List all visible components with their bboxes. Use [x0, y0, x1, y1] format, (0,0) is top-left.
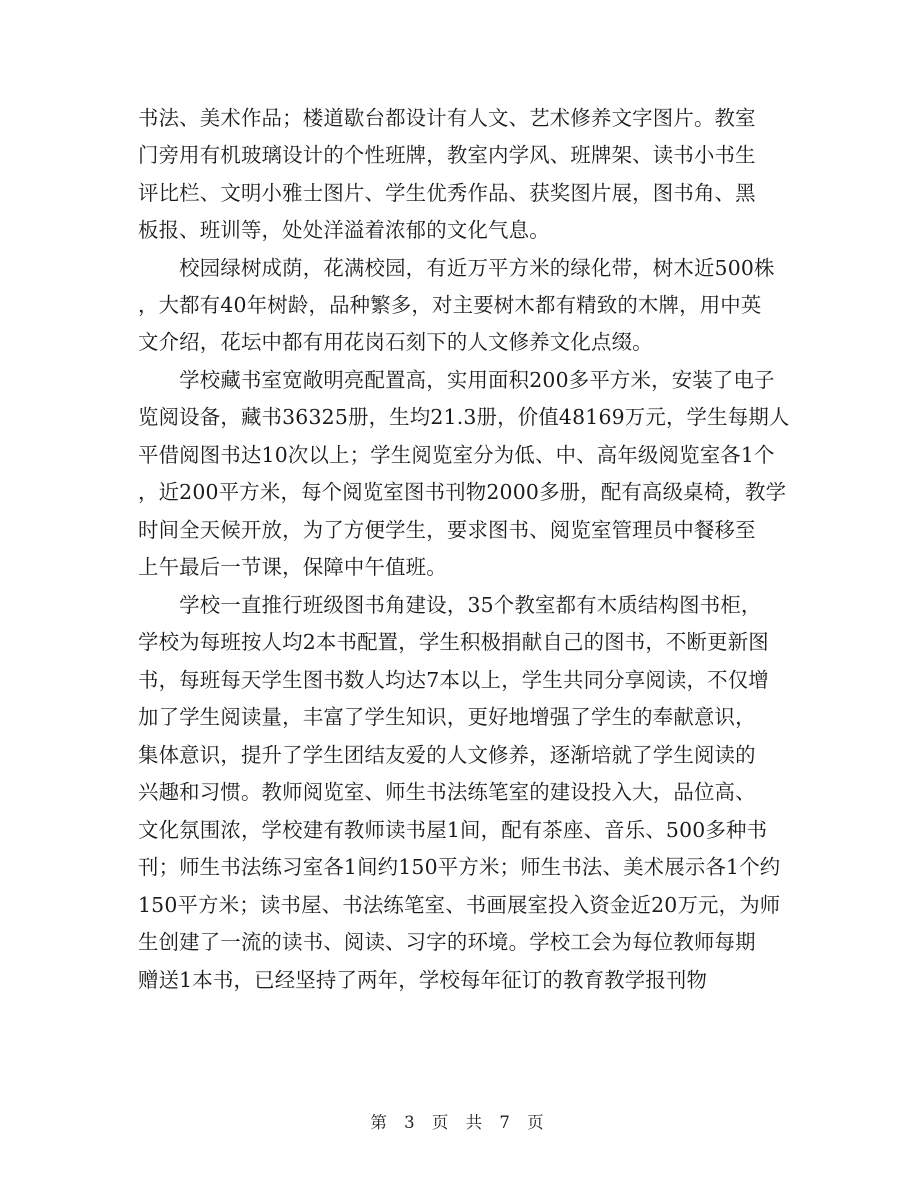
text-line: 书法、美术作品；楼道歇台都设计有人文、艺术修养文字图片。教室 — [138, 106, 756, 130]
text-line: 上午最后一节课，保障中午值班。 — [138, 555, 447, 579]
text-line: 校园绿树成荫，花满校园，有近万平方米的绿化带，树木近500株 — [138, 256, 775, 280]
text-line: 平借阅图书达10次以上；学生阅览室分为低、中、高年级阅览室各1个 — [138, 443, 775, 467]
text-line: 学校一直推行班级图书角建设，35个教室都有木质结构图书柜， — [138, 593, 762, 617]
text-line: 评比栏、文明小雅士图片、学生优秀作品、获奖图片展，图书角、黑 — [138, 181, 756, 205]
text-line: ，大都有40年树龄，品种繁多，对主要树木都有精致的木牌，用中英 — [138, 293, 762, 317]
text-line: 赠送1本书，已经坚持了两年，学校每年征订的教育教学报刊物 — [138, 968, 708, 992]
text-line: 文化氛围浓，学校建有教师读书屋1间，配有茶座、音乐、500多种书 — [138, 818, 768, 842]
page-number-footer: 第 3 页 共 7 页 — [370, 1113, 550, 1132]
text-line: 兴趣和习惯。教师阅览室、师生书法练笔室的建设投入大，品位高、 — [138, 780, 756, 804]
text-line: 门旁用有机玻璃设计的个性班牌，教室内学风、班牌架、读书小书生 — [138, 143, 756, 167]
text-line: 150平方米；读书屋、书法练笔室、书画展室投入资金近20万元，为师 — [138, 893, 781, 917]
text-line: 加了学生阅读量，丰富了学生知识，更好地增强了学生的奉献意识， — [138, 705, 756, 729]
text-line: ，近200平方米，每个阅览室图书刊物2000多册，配有高级桌椅，教学 — [138, 480, 787, 504]
text-line: 生创建了一流的读书、阅读、习字的环境。学校工会为每位教师每期 — [138, 930, 756, 954]
text-line: 集体意识，提升了学生团结友爱的人文修养，逐渐培就了学生阅读的 — [138, 743, 756, 767]
text-line: 学校藏书室宽敞明亮配置高，实用面积200多平方米，安装了电子 — [138, 368, 775, 392]
text-line: 览阅设备，藏书36325册，生均21.3册，价值48169万元，学生每期人 — [138, 405, 790, 429]
text-line: 时间全天候开放，为了方便学生，要求图书、阅览室管理员中餐移至 — [138, 518, 756, 542]
text-line: 学校为每班按人均2本书配置，学生积极捐献自己的图书，不断更新图 — [138, 630, 769, 654]
text-line: 刊；师生书法练习室各1间约150平方米；师生书法、美术展示各1个约 — [138, 855, 781, 879]
text-line: 文介绍，花坛中都有用花岗石刻下的人文修养文化点缀。 — [138, 330, 653, 354]
text-line: 书，每班每天学生图书数人均达7本以上，学生共同分享阅读，不仅增 — [138, 668, 769, 692]
text-line: 板报、班训等，处处洋溢着浓郁的文化气息。 — [138, 218, 550, 242]
